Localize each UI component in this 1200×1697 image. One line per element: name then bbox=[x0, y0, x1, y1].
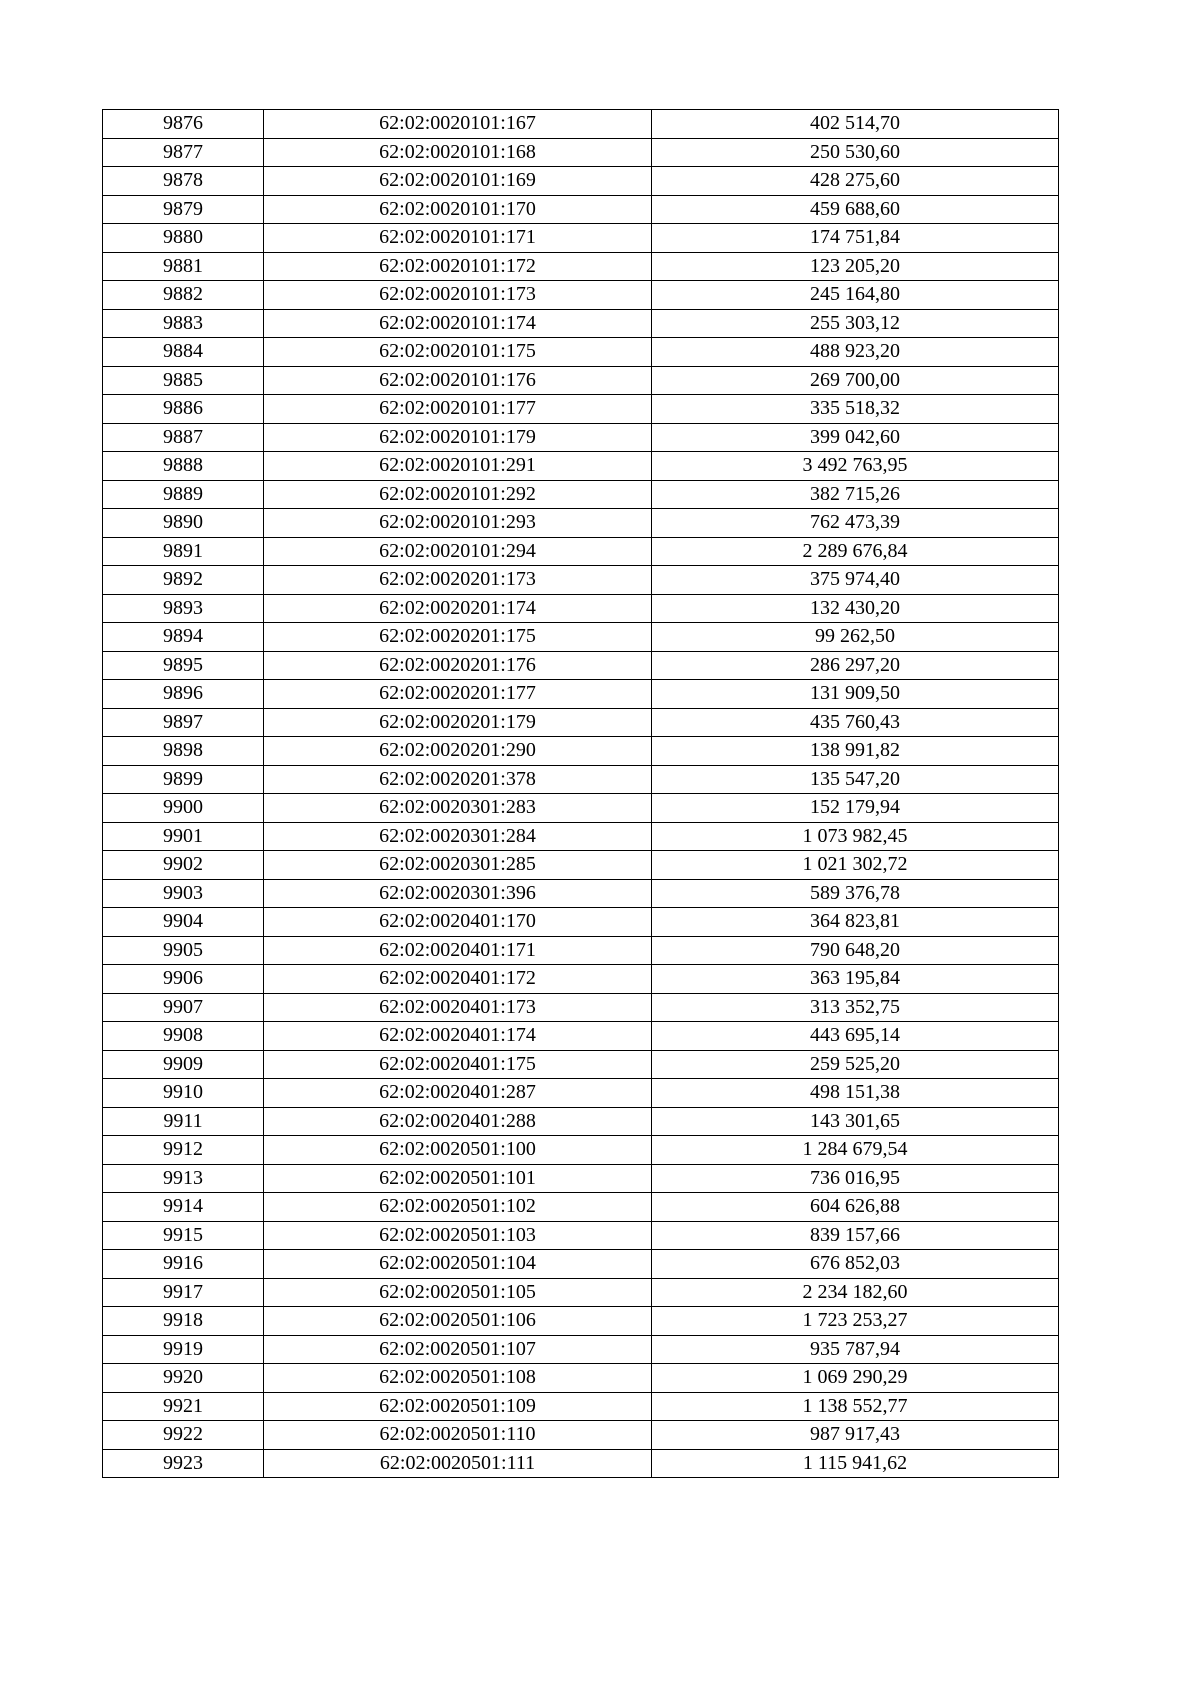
table-row bbox=[103, 993, 1059, 1022]
cadastral-number-cell: 62:02:0020401:287 bbox=[264, 1079, 652, 1108]
cadastral-number-cell: 62:02:0020501:111 bbox=[264, 1449, 652, 1478]
cadastral-number-cell: 62:02:0020501:101 bbox=[264, 1164, 652, 1193]
cadastral-number-cell: 62:02:0020401:170 bbox=[264, 908, 652, 937]
row-number-cell: 9904 bbox=[103, 908, 264, 937]
row-number-cell: 9896 bbox=[103, 680, 264, 709]
cadastral-value-cell: 935 787,94 bbox=[652, 1335, 1059, 1364]
table-row bbox=[103, 1221, 1059, 1250]
row-number-cell: 9920 bbox=[103, 1364, 264, 1393]
table-row bbox=[103, 338, 1059, 367]
cadastral-number-cell: 62:02:0020501:108 bbox=[264, 1364, 652, 1393]
row-number-cell: 9879 bbox=[103, 195, 264, 224]
cadastral-number-cell: 62:02:0020401:175 bbox=[264, 1050, 652, 1079]
table-row bbox=[103, 366, 1059, 395]
table-row bbox=[103, 1421, 1059, 1450]
cadastral-value-cell: 269 700,00 bbox=[652, 366, 1059, 395]
row-number-cell: 9888 bbox=[103, 452, 264, 481]
row-number-cell: 9891 bbox=[103, 537, 264, 566]
cadastral-value-cell: 2 234 182,60 bbox=[652, 1278, 1059, 1307]
cadastral-value-cell: 488 923,20 bbox=[652, 338, 1059, 367]
cadastral-number-cell: 62:02:0020501:110 bbox=[264, 1421, 652, 1450]
table-body bbox=[103, 110, 1059, 1478]
row-number-cell: 9903 bbox=[103, 879, 264, 908]
cadastral-value-cell: 790 648,20 bbox=[652, 936, 1059, 965]
cadastral-value-cell: 250 530,60 bbox=[652, 138, 1059, 167]
row-number-cell: 9876 bbox=[103, 110, 264, 139]
table-row bbox=[103, 765, 1059, 794]
row-number-cell: 9892 bbox=[103, 566, 264, 595]
cadastral-number-cell: 62:02:0020301:284 bbox=[264, 822, 652, 851]
cadastral-number-cell: 62:02:0020501:103 bbox=[264, 1221, 652, 1250]
cadastral-value-cell: 363 195,84 bbox=[652, 965, 1059, 994]
cadastral-value-cell: 1 284 679,54 bbox=[652, 1136, 1059, 1165]
cadastral-value-cell: 604 626,88 bbox=[652, 1193, 1059, 1222]
table-row bbox=[103, 822, 1059, 851]
table-row bbox=[103, 110, 1059, 139]
cadastral-value-cell: 99 262,50 bbox=[652, 623, 1059, 652]
cadastral-number-cell: 62:02:0020101:293 bbox=[264, 509, 652, 538]
row-number-cell: 9915 bbox=[103, 1221, 264, 1250]
cadastral-number-cell: 62:02:0020201:177 bbox=[264, 680, 652, 709]
table-row bbox=[103, 1136, 1059, 1165]
cadastral-number-cell: 62:02:0020501:106 bbox=[264, 1307, 652, 1336]
cadastral-value-cell: 2 289 676,84 bbox=[652, 537, 1059, 566]
table-row bbox=[103, 224, 1059, 253]
table-row bbox=[103, 309, 1059, 338]
table-row bbox=[103, 680, 1059, 709]
table-row bbox=[103, 1364, 1059, 1393]
row-number-cell: 9881 bbox=[103, 252, 264, 281]
cadastral-value-cell: 143 301,65 bbox=[652, 1107, 1059, 1136]
table-row bbox=[103, 737, 1059, 766]
row-number-cell: 9917 bbox=[103, 1278, 264, 1307]
cadastral-value-cell: 676 852,03 bbox=[652, 1250, 1059, 1279]
cadastral-number-cell: 62:02:0020501:105 bbox=[264, 1278, 652, 1307]
row-number-cell: 9901 bbox=[103, 822, 264, 851]
cadastral-value-cell: 762 473,39 bbox=[652, 509, 1059, 538]
row-number-cell: 9912 bbox=[103, 1136, 264, 1165]
row-number-cell: 9911 bbox=[103, 1107, 264, 1136]
table-row bbox=[103, 1250, 1059, 1279]
cadastral-value-cell: 736 016,95 bbox=[652, 1164, 1059, 1193]
table-row bbox=[103, 794, 1059, 823]
row-number-cell: 9899 bbox=[103, 765, 264, 794]
cadastral-number-cell: 62:02:0020501:102 bbox=[264, 1193, 652, 1222]
cadastral-number-cell: 62:02:0020401:173 bbox=[264, 993, 652, 1022]
cadastral-number-cell: 62:02:0020201:173 bbox=[264, 566, 652, 595]
cadastral-number-cell: 62:02:0020401:174 bbox=[264, 1022, 652, 1051]
table-row bbox=[103, 1022, 1059, 1051]
row-number-cell: 9921 bbox=[103, 1392, 264, 1421]
table-row bbox=[103, 879, 1059, 908]
cadastral-value-cell: 3 492 763,95 bbox=[652, 452, 1059, 481]
cadastral-value-cell: 402 514,70 bbox=[652, 110, 1059, 139]
cadastral-number-cell: 62:02:0020501:100 bbox=[264, 1136, 652, 1165]
cadastral-value-cell: 131 909,50 bbox=[652, 680, 1059, 709]
cadastral-number-cell: 62:02:0020101:170 bbox=[264, 195, 652, 224]
cadastral-value-cell: 174 751,84 bbox=[652, 224, 1059, 253]
table-row bbox=[103, 1307, 1059, 1336]
table-row bbox=[103, 965, 1059, 994]
table-row bbox=[103, 167, 1059, 196]
cadastral-number-cell: 62:02:0020101:173 bbox=[264, 281, 652, 310]
cadastral-number-cell: 62:02:0020101:171 bbox=[264, 224, 652, 253]
cadastral-value-cell: 435 760,43 bbox=[652, 708, 1059, 737]
cadastral-number-cell: 62:02:0020501:107 bbox=[264, 1335, 652, 1364]
table-row bbox=[103, 1079, 1059, 1108]
cadastral-value-cell: 498 151,38 bbox=[652, 1079, 1059, 1108]
cadastral-number-cell: 62:02:0020201:175 bbox=[264, 623, 652, 652]
table-row bbox=[103, 851, 1059, 880]
row-number-cell: 9913 bbox=[103, 1164, 264, 1193]
row-number-cell: 9918 bbox=[103, 1307, 264, 1336]
table-row bbox=[103, 708, 1059, 737]
cadastral-value-cell: 152 179,94 bbox=[652, 794, 1059, 823]
table-row bbox=[103, 623, 1059, 652]
cadastral-value-cell: 335 518,32 bbox=[652, 395, 1059, 424]
cadastral-value-cell: 1 069 290,29 bbox=[652, 1364, 1059, 1393]
cadastral-value-cell: 1 021 302,72 bbox=[652, 851, 1059, 880]
cadastral-number-cell: 62:02:0020501:104 bbox=[264, 1250, 652, 1279]
row-number-cell: 9898 bbox=[103, 737, 264, 766]
table-row bbox=[103, 1193, 1059, 1222]
row-number-cell: 9890 bbox=[103, 509, 264, 538]
cadastral-value-cell: 286 297,20 bbox=[652, 651, 1059, 680]
cadastral-number-cell: 62:02:0020201:290 bbox=[264, 737, 652, 766]
cadastral-number-cell: 62:02:0020101:291 bbox=[264, 452, 652, 481]
cadastral-value-cell: 255 303,12 bbox=[652, 309, 1059, 338]
row-number-cell: 9922 bbox=[103, 1421, 264, 1450]
row-number-cell: 9889 bbox=[103, 480, 264, 509]
table-row bbox=[103, 509, 1059, 538]
cadastral-number-cell: 62:02:0020101:174 bbox=[264, 309, 652, 338]
table-row bbox=[103, 281, 1059, 310]
row-number-cell: 9883 bbox=[103, 309, 264, 338]
cadastral-number-cell: 62:02:0020301:285 bbox=[264, 851, 652, 880]
row-number-cell: 9906 bbox=[103, 965, 264, 994]
row-number-cell: 9919 bbox=[103, 1335, 264, 1364]
cadastral-number-cell: 62:02:0020401:172 bbox=[264, 965, 652, 994]
table-row bbox=[103, 1278, 1059, 1307]
table-row bbox=[103, 566, 1059, 595]
cadastral-value-cell: 839 157,66 bbox=[652, 1221, 1059, 1250]
row-number-cell: 9900 bbox=[103, 794, 264, 823]
cadastral-number-cell: 62:02:0020201:378 bbox=[264, 765, 652, 794]
cadastral-number-cell: 62:02:0020101:169 bbox=[264, 167, 652, 196]
cadastral-value-cell: 123 205,20 bbox=[652, 252, 1059, 281]
row-number-cell: 9877 bbox=[103, 138, 264, 167]
table-row bbox=[103, 936, 1059, 965]
row-number-cell: 9878 bbox=[103, 167, 264, 196]
row-number-cell: 9910 bbox=[103, 1079, 264, 1108]
cadastral-value-cell: 259 525,20 bbox=[652, 1050, 1059, 1079]
table-row bbox=[103, 1392, 1059, 1421]
cadastral-value-cell: 382 715,26 bbox=[652, 480, 1059, 509]
row-number-cell: 9907 bbox=[103, 993, 264, 1022]
cadastral-value-cell: 132 430,20 bbox=[652, 594, 1059, 623]
cadastral-number-cell: 62:02:0020201:179 bbox=[264, 708, 652, 737]
cadastral-value-cell: 1 115 941,62 bbox=[652, 1449, 1059, 1478]
cadastral-value-cell: 459 688,60 bbox=[652, 195, 1059, 224]
table-row bbox=[103, 537, 1059, 566]
cadastral-number-cell: 62:02:0020201:176 bbox=[264, 651, 652, 680]
cadastral-number-cell: 62:02:0020301:396 bbox=[264, 879, 652, 908]
table-row bbox=[103, 195, 1059, 224]
cadastral-number-cell: 62:02:0020401:288 bbox=[264, 1107, 652, 1136]
table-row bbox=[103, 1449, 1059, 1478]
table-row bbox=[103, 594, 1059, 623]
row-number-cell: 9923 bbox=[103, 1449, 264, 1478]
cadastral-number-cell: 62:02:0020301:283 bbox=[264, 794, 652, 823]
row-number-cell: 9914 bbox=[103, 1193, 264, 1222]
table-row bbox=[103, 452, 1059, 481]
table-row bbox=[103, 1164, 1059, 1193]
table-row bbox=[103, 1107, 1059, 1136]
table-row bbox=[103, 423, 1059, 452]
cadastral-value-table bbox=[102, 109, 1059, 1478]
cadastral-value-cell: 1 723 253,27 bbox=[652, 1307, 1059, 1336]
cadastral-number-cell: 62:02:0020101:172 bbox=[264, 252, 652, 281]
table-row bbox=[103, 480, 1059, 509]
cadastral-number-cell: 62:02:0020401:171 bbox=[264, 936, 652, 965]
cadastral-number-cell: 62:02:0020101:168 bbox=[264, 138, 652, 167]
cadastral-value-cell: 399 042,60 bbox=[652, 423, 1059, 452]
row-number-cell: 9894 bbox=[103, 623, 264, 652]
table-row bbox=[103, 651, 1059, 680]
table-row bbox=[103, 908, 1059, 937]
row-number-cell: 9908 bbox=[103, 1022, 264, 1051]
row-number-cell: 9882 bbox=[103, 281, 264, 310]
row-number-cell: 9885 bbox=[103, 366, 264, 395]
cadastral-value-cell: 987 917,43 bbox=[652, 1421, 1059, 1450]
row-number-cell: 9902 bbox=[103, 851, 264, 880]
cadastral-value-cell: 428 275,60 bbox=[652, 167, 1059, 196]
table-row bbox=[103, 395, 1059, 424]
cadastral-number-cell: 62:02:0020201:174 bbox=[264, 594, 652, 623]
table-row bbox=[103, 138, 1059, 167]
cadastral-value-cell: 589 376,78 bbox=[652, 879, 1059, 908]
cadastral-value-cell: 1 138 552,77 bbox=[652, 1392, 1059, 1421]
cadastral-number-cell: 62:02:0020101:176 bbox=[264, 366, 652, 395]
table-row bbox=[103, 1335, 1059, 1364]
cadastral-number-cell: 62:02:0020501:109 bbox=[264, 1392, 652, 1421]
row-number-cell: 9893 bbox=[103, 594, 264, 623]
cadastral-number-cell: 62:02:0020101:292 bbox=[264, 480, 652, 509]
row-number-cell: 9909 bbox=[103, 1050, 264, 1079]
row-number-cell: 9880 bbox=[103, 224, 264, 253]
cadastral-value-cell: 1 073 982,45 bbox=[652, 822, 1059, 851]
cadastral-value-cell: 313 352,75 bbox=[652, 993, 1059, 1022]
row-number-cell: 9897 bbox=[103, 708, 264, 737]
table-row bbox=[103, 252, 1059, 281]
cadastral-number-cell: 62:02:0020101:177 bbox=[264, 395, 652, 424]
cadastral-value-cell: 138 991,82 bbox=[652, 737, 1059, 766]
table-row bbox=[103, 1050, 1059, 1079]
row-number-cell: 9916 bbox=[103, 1250, 264, 1279]
cadastral-number-cell: 62:02:0020101:179 bbox=[264, 423, 652, 452]
row-number-cell: 9887 bbox=[103, 423, 264, 452]
row-number-cell: 9884 bbox=[103, 338, 264, 367]
cadastral-value-cell: 135 547,20 bbox=[652, 765, 1059, 794]
row-number-cell: 9886 bbox=[103, 395, 264, 424]
cadastral-value-cell: 443 695,14 bbox=[652, 1022, 1059, 1051]
cadastral-number-cell: 62:02:0020101:167 bbox=[264, 110, 652, 139]
cadastral-number-cell: 62:02:0020101:175 bbox=[264, 338, 652, 367]
cadastral-value-cell: 245 164,80 bbox=[652, 281, 1059, 310]
cadastral-value-cell: 375 974,40 bbox=[652, 566, 1059, 595]
row-number-cell: 9905 bbox=[103, 936, 264, 965]
cadastral-value-cell: 364 823,81 bbox=[652, 908, 1059, 937]
row-number-cell: 9895 bbox=[103, 651, 264, 680]
cadastral-number-cell: 62:02:0020101:294 bbox=[264, 537, 652, 566]
